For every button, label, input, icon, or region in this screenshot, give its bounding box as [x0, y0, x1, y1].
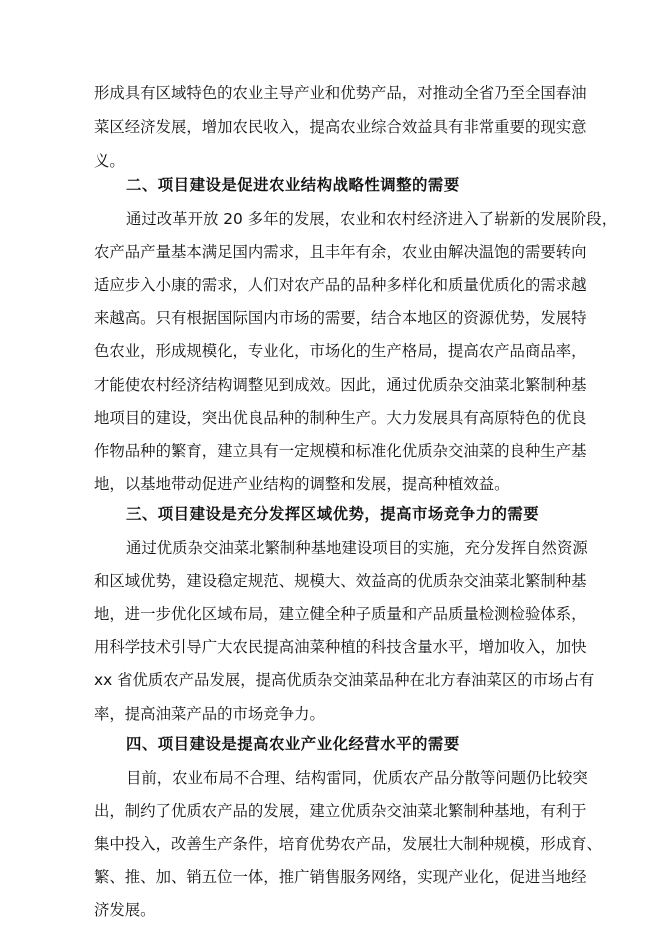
body-text-line: 地，进一步优化区域布局，建立健全种子质量和产品质量检测检验体系，	[94, 605, 587, 623]
body-text-line: 率，提高油菜产品的市场竞争力。	[94, 705, 325, 723]
section-heading-2: 二、项目建设是促进农业结构战略性调整的需要	[126, 176, 460, 194]
body-text-line: 用科学技术引导广大农民提高油菜种植的科技含量水平，增加收入，加快	[94, 638, 587, 656]
section-heading-3: 三、项目建设是充分发挥区域优势，提高市场竞争力的需要	[126, 505, 540, 523]
body-text-line: 菜区经济发展，增加农民收入，提高农业综合效益具有非常重要的现实意	[94, 118, 587, 136]
body-text-line: 来越高。只有根据国际国内市场的需要，结合本地区的资源优势，发展特	[94, 309, 587, 327]
body-text-line: 出，制约了优质农产品的发展，建立优质杂交油菜北繁制种基地，有利于	[94, 802, 587, 820]
body-text-line: xx 省优质农产品发展，提高优质杂交油菜品种在北方春油菜区的市场占有	[94, 671, 595, 689]
body-text-line: 适应步入小康的需求，人们对农产品的品种多样化和质量优质化的需求越	[94, 276, 587, 294]
body-text-line: 繁、推、加、销五位一体，推广销售服务网络，实现产业化，促进当地经	[94, 868, 587, 886]
body-text-line: 和区域优势，建设稳定规范、规模大、效益高的优质杂交油菜北繁制种基	[94, 572, 587, 590]
body-text-line: 义。	[94, 152, 125, 170]
body-text-line: 通过优质杂交油菜北繁制种基地建设项目的实施，充分发挥自然资源	[126, 539, 588, 557]
section-heading-4: 四、项目建设是提高农业产业化经营水平的需要	[126, 735, 460, 753]
body-text-line: 地项目的建设，突出优良品种的制种生产。大力发展具有高原特色的优良	[94, 409, 587, 427]
body-text-line: 形成具有区域特色的农业主导产业和优势产品，对推动全省乃至全国春油	[94, 84, 587, 102]
body-text-line: 通过改革开放 20 多年的发展，农业和农村经济进入了崭新的发展阶段，	[126, 210, 618, 228]
body-text-line: 地，以基地带动促进产业结构的调整和发展，提高种植效益。	[94, 475, 510, 493]
body-text-line: 色农业，形成规模化，专业化，市场化的生产格局，提高农产品商品率，	[94, 342, 587, 360]
body-text-line: 集中投入，改善生产条件，培育优势农产品，发展壮大制种规模，形成育、	[94, 835, 602, 853]
body-text-line: 济发展。	[94, 901, 156, 919]
body-text-line: 作物品种的繁育，建立具有一定规模和标准化优质杂交油菜的良种生产基	[94, 442, 587, 460]
body-text-line: 农产品产量基本满足国内需求，且丰年有余，农业由解决温饱的需要转向	[94, 243, 587, 261]
body-text-line: 目前，农业布局不合理、结构雷同，优质农产品分散等问题仍比较突	[126, 769, 588, 787]
body-text-line: 才能使农村经济结构调整见到成效。因此，通过优质杂交油菜北繁制种基	[94, 376, 587, 394]
